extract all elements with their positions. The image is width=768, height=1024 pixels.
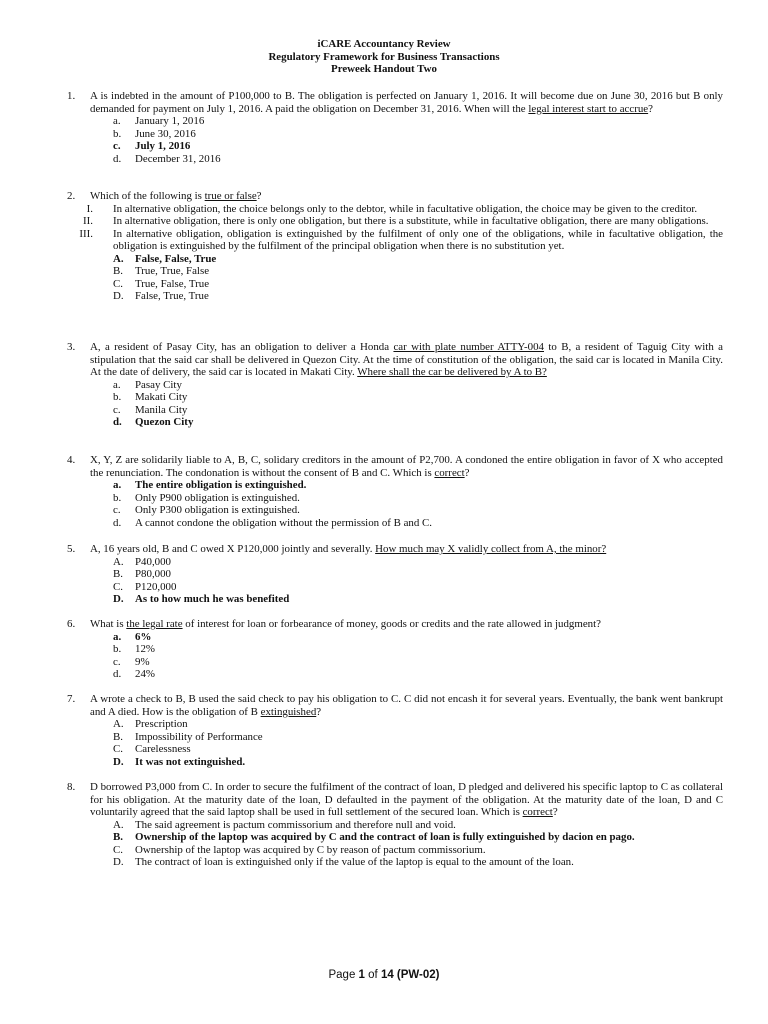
choice-list (113, 479, 723, 529)
question-number: 4. (67, 454, 76, 466)
choice-item: C. Ownership of the laptop was acquired by C by reason of pactum commissorium. (113, 843, 486, 856)
choice-item: c. Only P300 obligation is extinguished. (113, 504, 300, 516)
choice-item: d. 24% (113, 668, 155, 680)
question-emphasis: true or false (204, 190, 257, 202)
question-6: 6. What is the legal rate of interest for loan or forbearance of money, goods or credits and the rate allowed in judgment? a. 6% b. 12% c. 9% d. 24% (67, 618, 723, 681)
choice-item: A. P40,000 (113, 555, 172, 568)
choice-item-answer: d. Quezon City (113, 416, 194, 428)
choice-item: C. Carelessness (113, 743, 191, 755)
question-text: What is (90, 618, 127, 630)
choice-item-answer: a. The entire obligation is extinguished. (113, 479, 307, 491)
question-number: 7. (67, 693, 76, 705)
question-number: 8. (67, 781, 76, 793)
statement-item: II. In alternative obligation, there is only one obligation, but there is a substitute, while in facultative obligation, there are many obligations. (83, 215, 709, 227)
question-4: 4. X, Y, Z are solidarily liable to A, B, C, solidary creditors in the amount of P2,700. A condoned the entire obligation in favor of X who accepted the renunciation. The condonation is without the consent of B and C. Which is correct? a. The entire obligation is extinguished. b. Only P900 obligation is extinguished. c. Only P300 obligation is extinguished. d. A cannot condone the obligation without the permission of B and C. (67, 454, 723, 529)
total-pages-code: 14 (PW-02) (380, 969, 440, 981)
choice-item: B. Impossibility of Performance (113, 730, 263, 743)
choice-item-answer: a. 6% (113, 630, 152, 643)
choice-list (113, 556, 723, 606)
choice-item-answer: A. False, False, True (113, 252, 217, 265)
choice-item: d. December 31, 2016 (113, 152, 221, 165)
question-8: 8. D borrowed P3,000 from C. In order to secure the fulfilment of the contract of loan, D pledged and delivered his specific laptop to C as collateral for his obligation. At the maturity date of the loan, D defaulted in the payment of the obligation. At the maturity date of the loan, D and C voluntarily agreed that the said laptop shall be used in full settlement of the secured loan. Which is correct? A. The said agreement is pactum commissorium and therefore null and void. B. Ownership of the laptop was acquired by C and the contract of loan is fully extinguished by dacion en pago. C. Ownership of the laptop was acquired by C by reason of pactum commissorium. D. The contract of loan is extinguished only if the value of the laptop is equal to the amount of the loan. (67, 781, 723, 868)
choice-list (113, 115, 723, 165)
question-emphasis: the legal rate (126, 618, 183, 630)
question-7: 7. A wrote a check to B, B used the said check to pay his obligation to C. C did not encash it for several years. Eventually, the bank went bankrupt and A died. How is the obligation of B extinguished? A. Prescription B. Impossibility of Performance C. Carelessness D. It was not extinguished. (67, 693, 723, 768)
page-footer: Page 1 of 14 (PW-02) (328, 969, 440, 981)
choice-item: D. False, True, True (113, 290, 209, 302)
choice-item: b. June 30, 2016 (113, 127, 196, 140)
choice-item: b. Makati City (113, 391, 188, 403)
question-emphasis: How much may X validly collect from A, the minor? (375, 543, 607, 555)
choice-item: D. The contract of loan is extinguished only if the value of the laptop is equal to the amount of the loan. (113, 856, 574, 868)
question-3: 3. A, a resident of Pasay City, has an obligation to deliver a Honda car with plate number ATTY-004 to B, a resident of Taguig City with a stipulation that the said car shall be delivered in Quezon City. At the time of constitution of the obligation, the said car is located in Manila City. At the date of delivery, the said car is located in Makati City. Where shall the car be delivered by A to B? a. Pasay City b. Makati City c. Manila City d. Quezon City (67, 341, 723, 428)
question-emphasis: Where shall the car be delivered by A to B? (357, 366, 547, 378)
question-1: 1. A is indebted in the amount of P100,000 to B. The obligation is perfected on January 1, 2016. It will become due on June 30, 2016 but B only demanded for payment on July 1, 2016. A paid the obligation on December 31, 2016. When will the legal interest start to accrue? a. January 1, 2016 b. June 30, 2016 c. July 1, 2016 d. December 31, 2016 (67, 90, 723, 165)
question-emphasis: correct (434, 466, 465, 479)
question-5 (67, 543, 723, 606)
choice-item: c. 9% (113, 655, 150, 668)
document-header (0, 38, 768, 76)
question-emphasis: legal interest start to accrue (528, 102, 649, 115)
question-number: 6. (67, 618, 76, 630)
question-emphasis: correct (522, 806, 553, 818)
question-text: Which of the following is (90, 190, 205, 202)
question-text: X, Y, Z are solidarily liable to A, B, C, solidary creditors in the amount of P2,700. A condoned the entire obligation in favor of X who accepted the renunciation. The condonation is without the consent of B and C. Which is (90, 454, 723, 479)
choice-item: C. P120,000 (113, 580, 177, 593)
choice-item: c. Manila City (113, 403, 188, 416)
subject-title: Regulatory Framework for Business Transactions (268, 50, 500, 63)
question-text: A, 16 years old, B and C owed X P120,000 jointly and severally. (90, 543, 376, 555)
choice-list (113, 819, 723, 869)
statement-item: I. In alternative obligation, the choice belongs only to the debtor, while in facultative obligation, the choice may be given to the creditor. (86, 202, 698, 215)
choice-list (113, 253, 723, 303)
question-text: D borrowed P3,000 from C. In order to secure the fulfilment of the contract of loan, D pledged and delivered his specific laptop to C as collateral for his obligation. At the maturity date of the loan, D defaulted in the payment of the obligation. At the maturity date of the loan, D and C voluntarily agreed that the said laptop shall be used in full settlement of the secured loan. Which is (90, 781, 723, 818)
choice-item: a. January 1, 2016 (113, 115, 205, 127)
question-number: 5. (67, 543, 76, 555)
question-emphasis: car with plate number ATTY-004 (393, 341, 544, 353)
choice-item: d. A cannot condone the obligation without the permission of B and C. (113, 516, 433, 529)
choice-item-answer: D. As to how much he was benefited (113, 593, 290, 605)
question-2: 2. Which of the following is true or false? I. In alternative obligation, the choice belongs only to the debtor, while in facultative obligation, the choice may be given to the creditor. II. In alternative obligation, there is only one obligation, but there is a substitute, while in facultative obligation, there are many obligations. III. In alternative obligation, obligation is extinguished by the fulfilment of only one of the obligations, while in facultative obligation, the obligation is extinguished by the fulfilment of the principal obligation when there is no substitution yet. A. False, False, True B. True, True, False C. True, False, True D. False, True, True (67, 190, 723, 302)
choice-item-answer: B. Ownership of the laptop was acquired by C and the contract of loan is fully extinguished by dacion en pago. (113, 831, 635, 843)
choice-item: A. The said agreement is pactum commissorium and therefore null and void. (113, 818, 456, 831)
question-emphasis: extinguished (260, 705, 317, 718)
question-text: A, a resident of Pasay City, has an obligation to deliver a Honda (90, 341, 394, 353)
choice-item: b. 12% (113, 643, 155, 655)
current-page-number: 1 (358, 969, 365, 981)
choice-item-answer: c. July 1, 2016 (113, 140, 191, 152)
handout-title: Preweek Handout Two (331, 63, 437, 75)
choice-item: B. True, True, False (113, 265, 210, 277)
choice-item: a. Pasay City (113, 378, 182, 391)
choice-item-answer: D. It was not extinguished. (113, 755, 246, 768)
choice-item: A. Prescription (113, 718, 188, 730)
choice-list (113, 718, 723, 768)
choice-item: b. Only P900 obligation is extinguished. (113, 491, 300, 504)
question-text: A wrote a check to B, B used the said check to pay his obligation to C. C did not encash it for several years. Eventually, the bank went bankrupt and A died. How is the obligation of B (90, 693, 723, 718)
choice-item: C. True, False, True (113, 277, 210, 290)
choice-list (113, 631, 723, 681)
choice-list (113, 379, 723, 429)
review-center-title: iCARE Accountancy Review (317, 38, 451, 50)
question-number: 3. (67, 341, 76, 353)
choice-item: B. P80,000 (113, 568, 172, 580)
question-number: 1. (67, 90, 76, 102)
statement-item: III. In alternative obligation, obligation is extinguished by the fulfilment of only one of the obligations, while in facultative obligation, the obligation is extinguished by the fulfilment of the principal obligation when there is no substitution yet. (79, 227, 723, 252)
statement-list (67, 203, 723, 253)
question-number: 2. (67, 190, 76, 202)
question-text: A is indebted in the amount of P100,000 to B. The obligation is perfected on January 1, 2016. It will become due on June 30, 2016 but B only demanded for payment on July 1, 2016. A paid the obligation on December 31, 2016. When will the (90, 90, 723, 115)
